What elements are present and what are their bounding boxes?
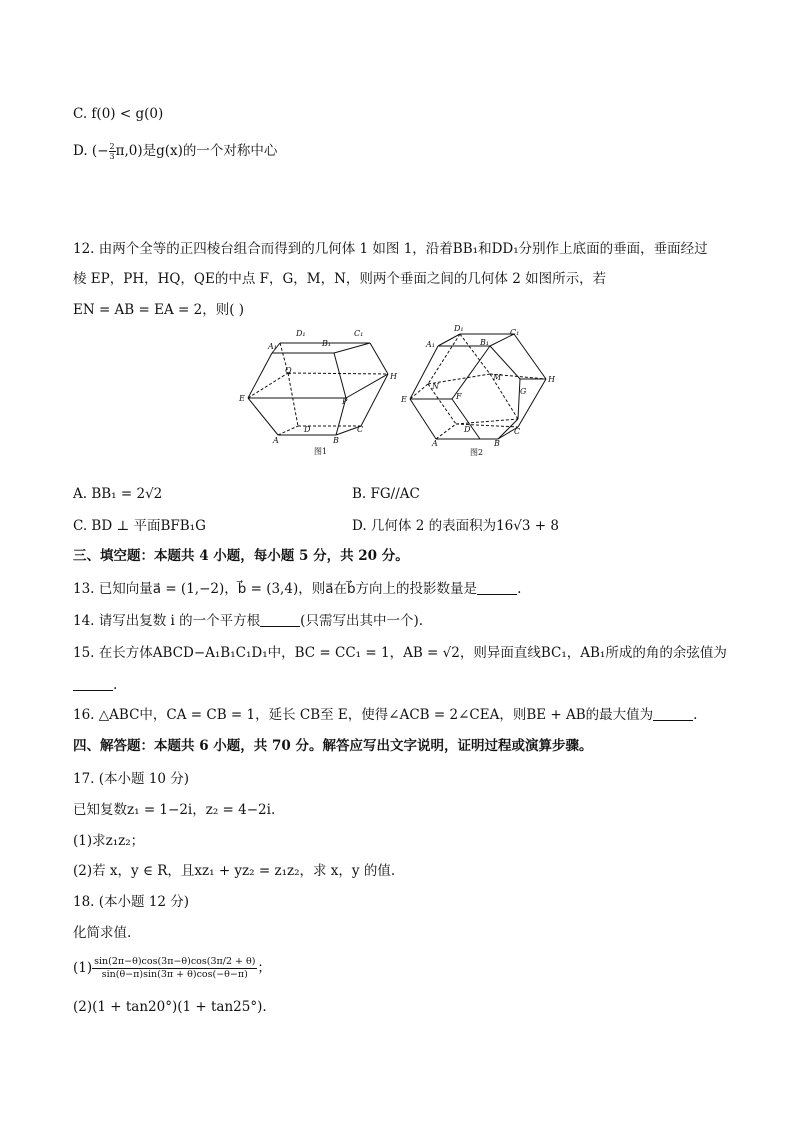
label-b: B: [333, 436, 339, 445]
q11-option-d-suffix: π,0)是g(x)的一个对称中心: [115, 143, 278, 159]
label-m: M: [493, 373, 502, 382]
label-h: H: [390, 372, 397, 381]
q16-text: 16. △ABC中，CA = CB = 1，延长 CB至 E，使得∠ACB = 2∠CEA，则BE + AB的最大值为: [73, 707, 654, 723]
q12-stem-line3: EN = AB = EA = 2，则( ): [73, 302, 245, 318]
label-a: A: [432, 439, 438, 448]
q18-line1: 化简求值.: [73, 925, 132, 941]
q17-part2: (2)若 x，y ∈ R，且xz₁ + yz₂ = z₁z₂，求 x，y 的值.: [73, 863, 396, 879]
answer-blank: [653, 707, 693, 721]
label-q: Q: [285, 366, 292, 375]
q11-option-d-fraction: [109, 142, 116, 161]
label-a1: A₁: [426, 340, 435, 349]
q13-text: 13. 已知向量a⃗ = (1,−2)，b⃗ = (3,4)，则a⃗在b⃗方向上的投影数量是: [73, 581, 478, 597]
label-a: A: [273, 436, 279, 445]
q12-stem-line1: 12. 由两个全等的正四棱台组合而得到的几何体 1 如图 1，沿着BB₁和DD₁分别作上底面的垂面，垂面经过: [73, 241, 708, 257]
q16: [73, 706, 697, 724]
figure-1-caption: 图1: [314, 447, 328, 456]
q18-part1-suffix: ；: [257, 960, 271, 976]
q12-stem-line2: 棱 EP，PH，HQ，QE的中点 F，G，M，N，则两个垂面之间的几何体 2 如图所示，若: [73, 271, 607, 287]
q18-part1-prefix: (1): [73, 960, 93, 976]
q18-part1: [73, 956, 271, 981]
label-p: P: [342, 397, 348, 406]
q11-option-d: [73, 142, 277, 161]
q14-text-end: (只需写出其中一个).: [300, 613, 423, 629]
label-e: E: [239, 394, 245, 403]
label-d1: D₁: [296, 329, 306, 338]
q17-title: 17. (本小题 10 分): [73, 771, 190, 787]
q13: [73, 580, 521, 598]
fraction-denominator: sin(θ−π)sin(3π + θ)cos(−θ−π): [101, 969, 248, 980]
q17-line1: 已知复数z₁ = 1−2i，z₂ = 4−2i.: [73, 802, 276, 818]
label-f: F: [456, 392, 462, 401]
label-e: E: [401, 395, 407, 404]
fraction-denominator: 3: [109, 152, 115, 161]
label-n: N: [432, 382, 439, 391]
q18-part2: (2)(1 + tan20°)(1 + tan25°).: [73, 999, 267, 1015]
section-4-heading: 四、解答题：本题共 6 小题，共 70 分。解答应写出文字说明，证明过程或演算步骤。: [73, 738, 593, 754]
label-c1: C₁: [510, 328, 520, 337]
q12-option-b: B. FG//AC: [352, 486, 420, 502]
fraction-numerator: sin(2π−θ)cos(3π−θ)cos(3π/2 + θ): [94, 956, 256, 967]
q11-option-c: C. f(0) < g(0): [73, 106, 164, 122]
label-h: H: [548, 375, 555, 384]
label-g: G: [520, 387, 527, 396]
label-b: B: [494, 439, 500, 448]
q13-end: .: [517, 581, 522, 597]
q14-text: 14. 请写出复数 i 的一个平方根: [73, 613, 261, 629]
figure-2-caption: 图2: [470, 448, 484, 457]
q15-line2: [73, 676, 117, 694]
q15-line1: 15. 在长方体ABCD−A₁B₁C₁D₁中，BC = CC₁ = 1，AB = √2，则异面直线BC₁，AB₁所成的角的余弦值为: [73, 645, 727, 661]
q14: [73, 612, 423, 630]
section-3-heading: 三、填空题：本题共 4 小题，每小题 5 分，共 20 分。: [73, 548, 409, 564]
label-b1: B₁: [480, 338, 490, 347]
answer-blank: [73, 677, 113, 691]
label-b1: B₁: [322, 339, 332, 348]
label-d1: D₁: [454, 324, 464, 333]
q16-end: .: [693, 707, 698, 723]
q12-option-c: C. BD ⊥ 平面BFB₁G: [73, 518, 206, 534]
q18-title: 18. (本小题 12 分): [73, 894, 190, 910]
label-a1: A₁: [268, 342, 277, 351]
label-d: D: [304, 425, 311, 434]
q15-end: .: [113, 677, 118, 693]
label-d: D: [464, 425, 471, 434]
figure-2: [398, 322, 563, 457]
q12-option-d: D. 几何体 2 的表面积为16√3 + 8: [352, 518, 559, 534]
label-c: C: [514, 427, 521, 436]
figure-1: [236, 322, 401, 457]
answer-blank: [260, 613, 300, 627]
label-c1: C₁: [354, 329, 364, 338]
answer-blank: [477, 581, 517, 595]
q12-option-a: A. BB₁ = 2√2: [73, 486, 163, 502]
fraction-numerator: 2: [109, 142, 115, 151]
q11-option-d-prefix: D. (−: [73, 143, 109, 159]
label-c: C: [357, 425, 364, 434]
q17-part1: (1)求z₁z₂；: [73, 833, 145, 849]
q18-part1-fraction: [92, 956, 257, 981]
